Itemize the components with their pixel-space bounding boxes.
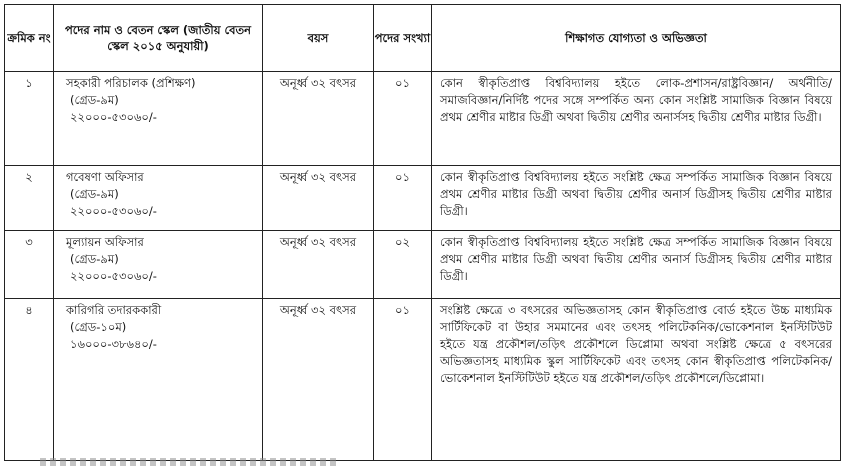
row-post [54, 72, 263, 166]
post-scale: ২২০০০-৫৩০৬০/- [70, 204, 157, 218]
recruitment-table [4, 4, 841, 461]
post-grade: (গ্রেড-৯ম) [70, 93, 119, 107]
row-age: অনূর্ধ্ব ৩২ বৎসর [263, 231, 374, 299]
post-grade: (গ্রেড-৯ম) [70, 187, 119, 201]
row-qualification: সংশ্লিষ্ট ক্ষেত্রে ৩ বৎসরের অভিজ্ঞতাসহ কোন স্বীকৃতিপ্রাপ্ত বোর্ড হইতে উচ্চ মাধ্যমিক সার্টিফিকেট বা উহার সমমানের এবং তৎসহ পলিটেকনিক/ভোকেশনাল ইনস্টিটিউট হইতে যন্ত্র প্রকৌশল/তড়িৎ প্রকৌশলে ডিপ্লোমা অথবা সংশ্লিষ্ট ক্ষেত্রে ৫ বৎসরের অভিজ্ঞতাসহ মাধ্যমিক স্কুল সার্টিফিকেট এবং তৎসহ কোন স্বীকৃতিপ্রাপ্ত পলিটেকনিক/ভোকেশনাল ইনস্টিটিউট হইতে যন্ত্র প্রকৌশল/তড়িৎ প্রকৌশলে/ডিপ্লোমা। [432, 299, 841, 461]
post-name: সহকারী পরিচালক (প্রশিক্ষণ) [66, 76, 196, 90]
header-post: পদের নাম ও বেতন স্কেল (জাতীয় বেতন স্কেল ২০১৫ অনুযায়ী) [54, 5, 263, 72]
post-grade: (গ্রেড-১০ম) [70, 320, 127, 334]
table-row [5, 72, 841, 166]
row-serial: ১ [5, 72, 54, 166]
row-serial: ৪ [5, 299, 54, 461]
table-row [5, 231, 841, 299]
row-post [54, 231, 263, 299]
row-qualification: কোন স্বীকৃতিপ্রাপ্ত বিশ্ববিদ্যালয় হইতে সংশ্লিষ্ট ক্ষেত্র সম্পর্কিত সামাজিক বিজ্ঞান বিষয়ে প্রথম শ্রেণীর মাষ্টার ডিগ্রী অথবা দ্বিতীয় শ্রেণীর অনার্স ডিগ্রীসহ দ্বিতীয় শ্রেণীর মাষ্টার ডিগ্রী। [432, 166, 841, 231]
header-qualification: শিক্ষাগত যোগ্যতা ও অভিজ্ঞতা [432, 5, 841, 72]
header-count: পদের সংখ্যা [374, 5, 432, 72]
row-age: অনূর্ধ্ব ৩২ বৎসর [263, 166, 374, 231]
row-qualification: কোন স্বীকৃতিপ্রাপ্ত বিশ্ববিদ্যালয় হইতে লোক-প্রশাসন/রাষ্ট্রবিজ্ঞান/ অর্থনীতি/সমাজবিজ্ঞান/নির্দিষ্ট পদের সঙ্গে সম্পর্কিত অন্য কোন সংশ্লিষ্ট সামাজিক বিজ্ঞান বিষয়ে প্রথম শ্রেণীর মাষ্টার ডিগ্রী অথবা দ্বিতীয় শ্রেণীর অনার্সসহ দ্বিতীয় শ্রেণীর মাষ্টার ডিগ্রী। [432, 72, 841, 166]
header-age: বয়স [263, 5, 374, 72]
post-grade: (গ্রেড-৯ম) [70, 252, 119, 266]
row-age: অনূর্ধ্ব ৩২ বৎসর [263, 72, 374, 166]
row-post [54, 166, 263, 231]
table-row [5, 166, 841, 231]
table-header-row [5, 5, 841, 72]
post-name: মূল্যায়ন অফিসার [66, 235, 144, 249]
post-scale: ২২০০০-৫৩০৬০/- [70, 110, 157, 124]
row-count: ০২ [374, 231, 432, 299]
row-age: অনূর্ধ্ব ৩২ বৎসর [263, 299, 374, 461]
post-scale: ১৬০০০-৩৮৬৪০/- [70, 337, 157, 351]
header-serial: ক্রমিক নং [5, 5, 54, 72]
row-serial: ৩ [5, 231, 54, 299]
post-scale: ২২০০০-৫৩০৬০/- [70, 269, 157, 283]
row-post [54, 299, 263, 461]
row-count: ০১ [374, 299, 432, 461]
table-row [5, 299, 841, 461]
row-count: ০১ [374, 166, 432, 231]
row-count: ০১ [374, 72, 432, 166]
post-name: কারিগরি তদারককারী [66, 303, 162, 317]
post-name: গবেষণা অফিসার [66, 170, 144, 184]
row-qualification: কোন স্বীকৃতিপ্রাপ্ত বিশ্ববিদ্যালয় হইতে সংশ্লিষ্ট ক্ষেত্র সম্পর্কিত সামাজিক বিজ্ঞান বিষয়ে প্রথম শ্রেণীর মাষ্টার ডিগ্রী অথবা দ্বিতীয় শ্রেণীর অনার্স ডিগ্রীসহ দ্বিতীয় শ্রেণীর মাষ্টার ডিগ্রী। [432, 231, 841, 299]
row-serial: ২ [5, 166, 54, 231]
